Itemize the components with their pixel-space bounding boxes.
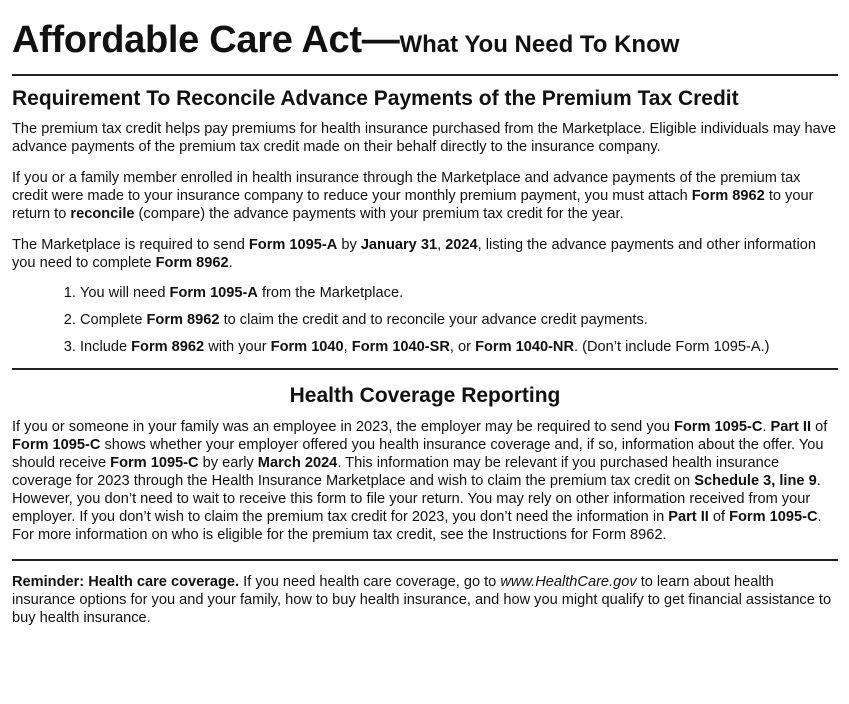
step-3 [80,338,838,356]
p2-text-1: If you or a family member enrolled in health insurance through the Marketplace and advance payments of the premium tax credit were made to your insurance company to reduce your monthly premium payment, you must attach [12,170,801,204]
s2-text-3: of [811,419,828,435]
step-3-form-8962: Form 8962 [131,339,205,355]
step-3-text-3: . (Don’t include Form 1095-A.) [574,339,770,355]
p2-reconcile: reconcile [70,206,135,222]
steps-list [12,284,838,356]
section2-heading: Health Coverage Reporting [289,384,561,407]
step-2-form: Form 8962 [146,312,220,328]
step-3-form-1040nr: Form 1040-NR [475,339,575,355]
p2-form-8962: Form 8962 [691,188,765,204]
s2-text-5: by early [198,455,258,471]
step-3-text-2: with your [204,339,271,355]
section2-paragraph [12,418,838,544]
p3-period: . [228,255,233,271]
step-1 [80,284,838,302]
s2-text-6: . This information may be relevant if you purchased health insurance coverage for 2023 through the Health Insurance Marketplace and wish to claim the premium tax credit on [12,455,780,489]
reminder-paragraph [12,573,838,627]
s2-text-4: shows whether your employer offered you health insurance coverage and, if so, information about the offer. You should receive [12,437,824,471]
s2-date: March 2024 [257,455,338,471]
p3-text-1: The Marketplace is required to send [12,237,249,253]
s2-form-1: Form 1095-C [673,419,763,435]
p3-text-3: , listing the advance payments and other information you need to complete [12,237,816,271]
p2-text-2: to your return to [12,188,814,222]
s2-form-2: Form 1095-C [12,437,101,453]
s2-text-7: . However, you don’t need to wait to receive this form to file your return. You may rely on other information received from your employer. If you don’t wish to claim the premium tax credit for 2023, you don’t need the information in [12,473,821,525]
s2-form-3: Form 1095-C [110,455,199,471]
section1-paragraph-2 [12,169,838,223]
page-title [12,0,838,67]
step-3-form-1040: Form 1040 [270,339,344,355]
title-divider [12,74,838,76]
reminder-text-1: If you need health care coverage, go to [239,574,501,590]
section1-paragraph-3 [12,236,838,272]
s2-text-8: of [708,509,730,525]
step-1-form: Form 1095-A [169,285,258,301]
s2-schedule: Schedule 3, line 9 [694,473,817,489]
s2-text-2: . [762,419,771,435]
step-1-text-1: You will need [80,285,170,301]
step-2-text-1: Complete [80,312,147,328]
p3-date: January 31 [360,237,438,253]
s2-text-1: If you or someone in your family was an employee in 2023, the employer may be required to send you [12,419,674,435]
p3-form-1095a: Form 1095-A [248,237,338,253]
s2-form-4: Form 1095-C [729,509,818,525]
s2-part-ii-2: Part II [668,509,709,525]
document-page [12,0,838,627]
p3-year: 2024 [445,237,478,253]
reminder-divider [12,559,838,561]
step-2-text-2: to claim the credit and to reconcile your advance credit payments. [219,312,648,328]
step-1-text-2: from the Marketplace. [257,285,404,301]
healthcare-gov-link[interactable]: www.HealthCare.gov [500,574,637,590]
section1-heading: Requirement To Reconcile Advance Payments of the Premium Tax Credit [12,87,739,110]
step-3-text-1: Include [80,339,132,355]
reminder-text-2: to learn about health insurance options for you and your family, how to buy health insurance, and how you might qualify to get financial assistance to buy health insurance. [12,574,832,626]
s2-text-9: . For more information on who is eligible for the premium tax credit, see the Instructions for Form 8962. [12,509,822,543]
section-divider [12,368,838,370]
p3-form-8962: Form 8962 [155,255,229,271]
title-main: Affordable Care Act— [12,19,400,61]
reminder-label: Reminder: Health care coverage. [12,574,240,590]
p3-text-2: by [337,237,361,253]
s2-part-ii-1: Part II [770,419,812,435]
step-3-or: , or [449,339,476,355]
step-3-comma: , [343,339,352,355]
p2-text-3: (compare) the advance payments with your premium tax credit for the year. [134,206,624,222]
title-subtitle: What You Need To Know [399,31,680,58]
p3-comma: , [437,237,446,253]
step-2 [80,311,838,329]
step-3-form-1040sr: Form 1040-SR [351,339,450,355]
section1-paragraph-1: The premium tax credit helps pay premiums for health insurance purchased from the Marketplace. Eligible individuals may have advance payments of the premium tax credit made on their behalf directly to the insurance company. [12,121,837,155]
